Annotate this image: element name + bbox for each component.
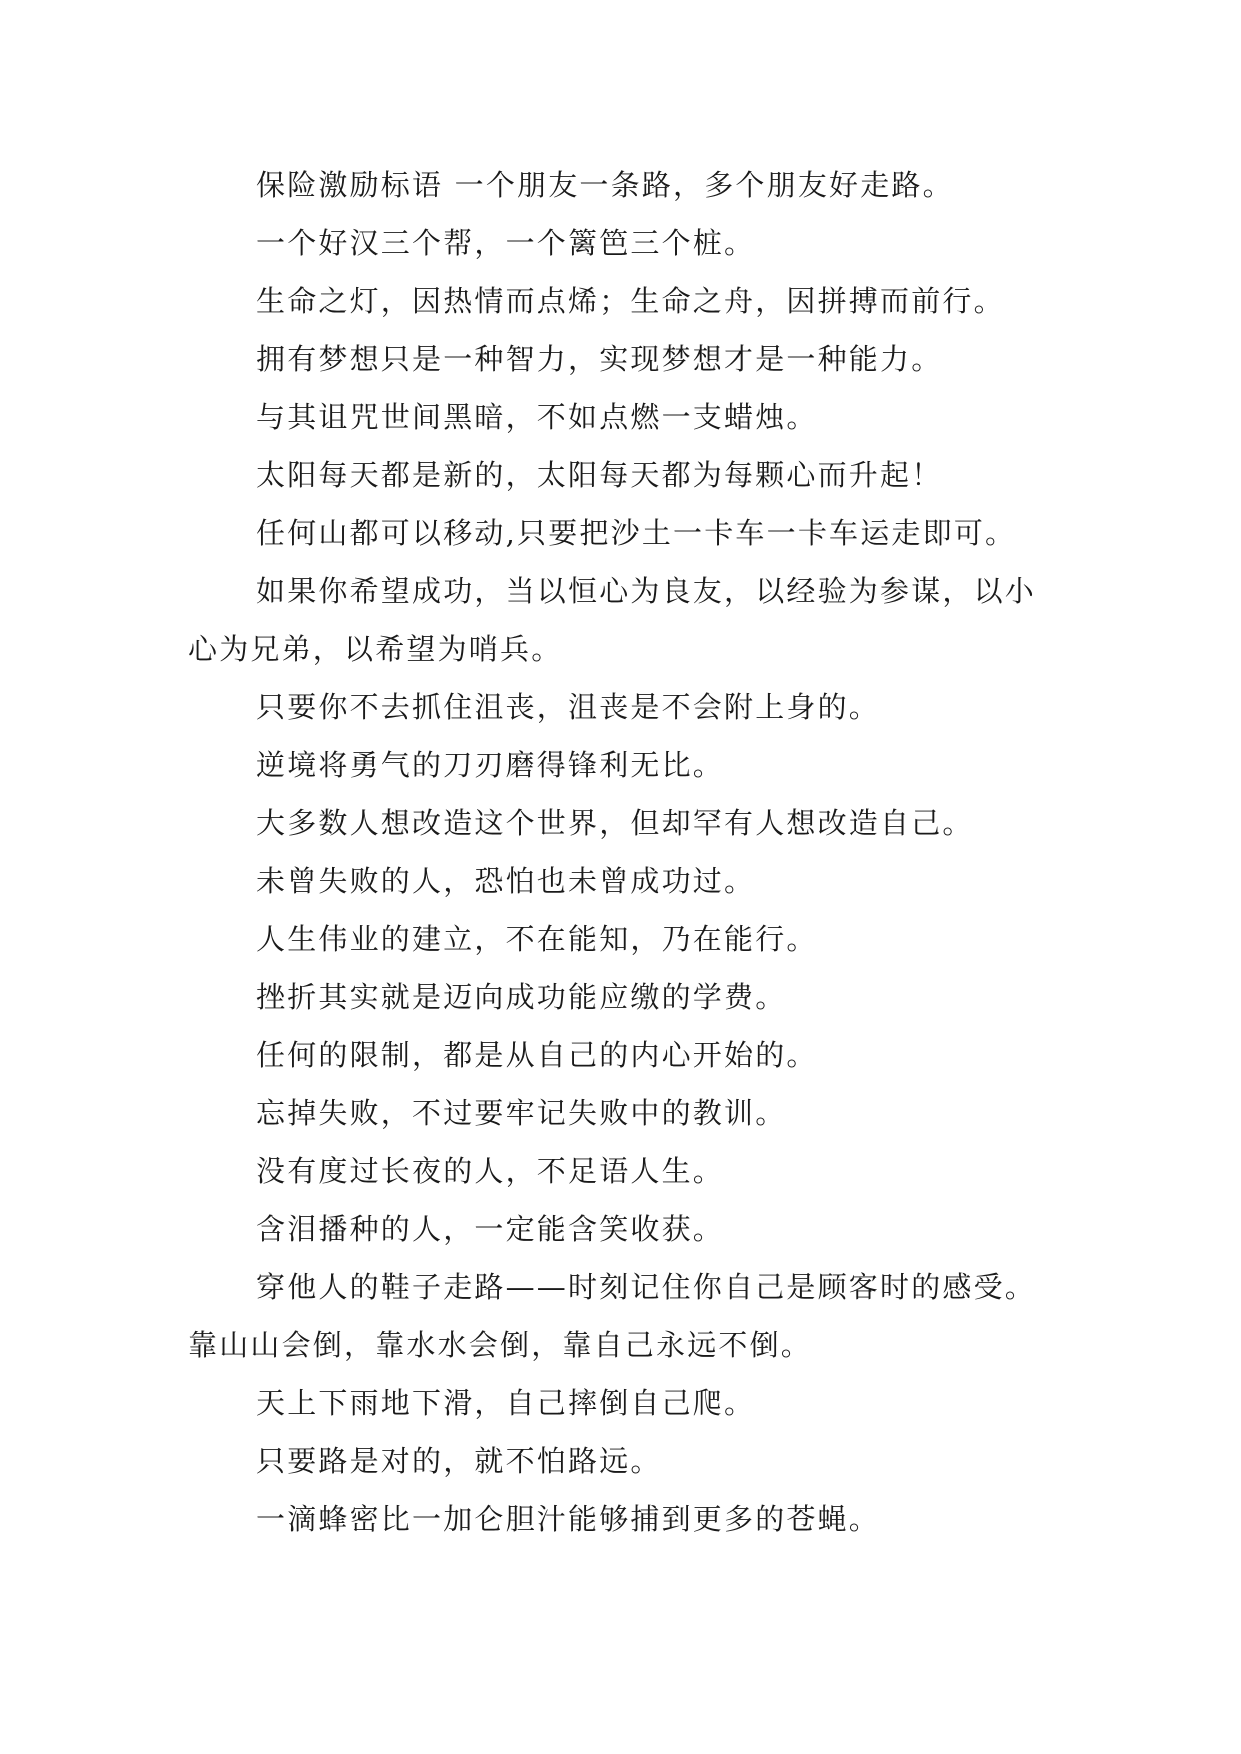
paragraph-21: 只要路是对的，就不怕路远。 bbox=[256, 1444, 662, 1478]
paragraph-16: 忘掉失败，不过要牢记失败中的教训。 bbox=[256, 1096, 787, 1130]
paragraph-5: 与其诅咒世间黑暗，不如点燃一支蜡烛。 bbox=[256, 400, 818, 434]
paragraph-7: 任何山都可以移动,只要把沙土一卡车一卡车运走即可。 bbox=[256, 516, 1017, 550]
paragraph-6: 太阳每天都是新的，太阳每天都为每颗心而升起！ bbox=[256, 458, 943, 492]
paragraph-10: 逆境将勇气的刀刃磨得锋利无比。 bbox=[256, 748, 725, 782]
paragraph-18: 含泪播种的人，一定能含笑收获。 bbox=[256, 1212, 725, 1246]
paragraph-8: 如果你希望成功，当以恒心为良友，以经验为参谋，以小心为兄弟，以希望为哨兵。 bbox=[188, 574, 1037, 666]
paragraph-1: 保险激励标语 一个朋友一条路，多个朋友好走路。 bbox=[256, 168, 954, 202]
paragraph-12: 未曾失败的人，恐怕也未曾成功过。 bbox=[256, 864, 756, 898]
paragraph-13: 人生伟业的建立，不在能知，乃在能行。 bbox=[256, 922, 818, 956]
paragraph-4: 拥有梦想只是一种智力，实现梦想才是一种能力。 bbox=[256, 342, 943, 376]
document-body bbox=[188, 156, 1058, 1548]
paragraph-14: 挫折其实就是迈向成功能应缴的学费。 bbox=[256, 980, 787, 1014]
paragraph-15: 任何的限制，都是从自己的内心开始的。 bbox=[256, 1038, 818, 1072]
paragraph-20: 天上下雨地下滑，自己摔倒自己爬。 bbox=[256, 1386, 756, 1420]
paragraph-11: 大多数人想改造这个世界，但却罕有人想改造自己。 bbox=[256, 806, 974, 840]
paragraph-2: 一个好汉三个帮，一个篱笆三个桩。 bbox=[256, 226, 756, 260]
paragraph-17: 没有度过长夜的人，不足语人生。 bbox=[256, 1154, 725, 1188]
paragraph-3: 生命之灯，因热情而点烯；生命之舟，因拼搏而前行。 bbox=[256, 284, 1005, 318]
paragraph-19: 穿他人的鞋子走路——时刻记住你自己是顾客时的感受。靠山山会倒，靠水水会倒，靠自己永远不倒。 bbox=[188, 1270, 1037, 1362]
paragraph-9: 只要你不去抓住沮丧，沮丧是不会附上身的。 bbox=[256, 690, 881, 724]
paragraph-22: 一滴蜂密比一加仑胆汁能够捕到更多的苍蝇。 bbox=[256, 1502, 881, 1536]
